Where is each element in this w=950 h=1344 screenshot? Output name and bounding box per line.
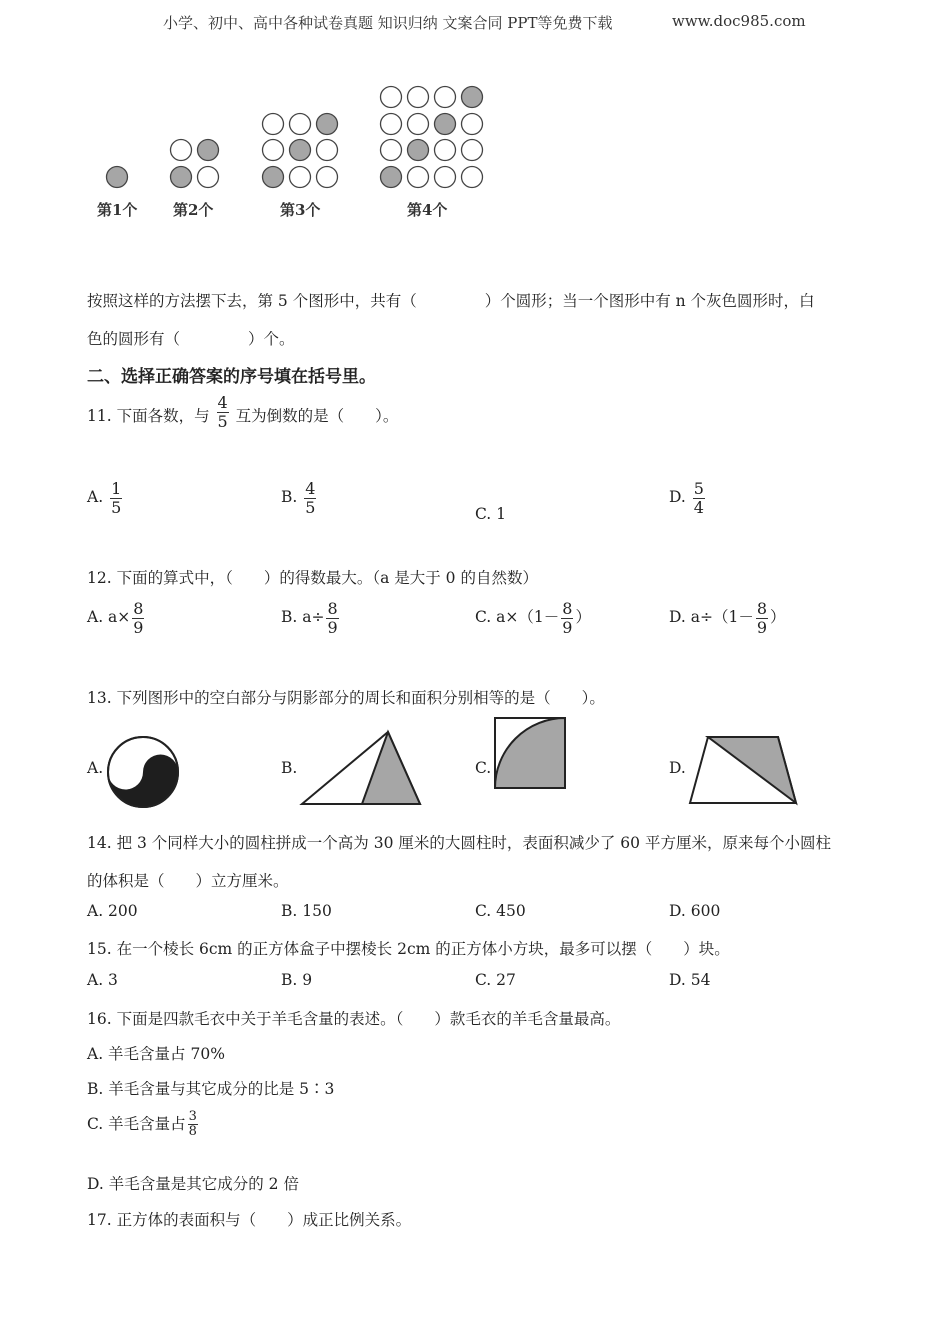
q15-option-c[interactable]: C. 27 <box>475 971 516 989</box>
q11-option-c[interactable]: C. 1 <box>475 505 507 523</box>
circle-gray <box>408 140 429 161</box>
circle-white <box>317 140 338 161</box>
section-title: 二、选择正确答案的序号填在括号里。 <box>87 367 376 387</box>
q13-option-a-label[interactable]: A. <box>87 759 104 777</box>
q13-option-d-label[interactable]: D. <box>669 759 686 777</box>
triangle-figure <box>300 730 425 808</box>
q13-option-b-label[interactable]: B. <box>281 759 298 777</box>
q16-option-a[interactable]: A. 羊毛含量占 70% <box>87 1045 225 1063</box>
circle-gray <box>381 167 402 188</box>
circle-gray <box>290 140 311 161</box>
q14-stem-line2: 的体积是（ ）立方厘米。 <box>87 872 289 890</box>
circle-white <box>317 167 338 188</box>
quarter-circle-square-figure <box>494 717 568 791</box>
q13-option-c-label[interactable]: C. <box>475 759 492 777</box>
circle-gray <box>263 167 284 188</box>
circle-gray <box>198 140 219 161</box>
q11-option-d[interactable]: D. $\frac{5}{4}$ <box>669 479 704 517</box>
q12-option-b[interactable]: B. a÷ $\frac{8}{9}$ <box>281 599 338 637</box>
q12-option-c[interactable]: C. a×（1－ $\frac{8}{9}$ ） <box>475 599 591 637</box>
q15-option-b[interactable]: B. 9 <box>281 971 313 989</box>
circle-white <box>381 140 402 161</box>
circle-gray <box>317 114 338 135</box>
circle-white <box>381 87 402 108</box>
circle-gray <box>107 167 128 188</box>
q14-option-d[interactable]: D. 600 <box>669 902 721 920</box>
figure-label-3: 第3个 <box>280 201 321 219</box>
q16-option-d[interactable]: D. 羊毛含量是其它成分的 2 倍 <box>87 1175 299 1193</box>
circle-white <box>290 114 311 135</box>
circle-gray <box>171 167 192 188</box>
circle-white <box>462 140 483 161</box>
q12-stem: 12. 下面的算式中，（ ）的得数最大。（a 是大于 0 的自然数） <box>87 569 538 587</box>
trapezoid-figure <box>688 735 800 807</box>
circle-gray <box>435 114 456 135</box>
q16-option-b[interactable]: B. 羊毛含量与其它成分的比是 5∶3 <box>87 1080 335 1098</box>
q16-option-c[interactable]: C. 羊毛含量占 $\frac{3}{8}$ <box>87 1109 197 1140</box>
circle-pattern-figure <box>0 0 950 240</box>
figure-label-4: 第4个 <box>407 201 448 219</box>
header-site-link[interactable]: www.doc985.com <box>672 12 806 30</box>
circle-white <box>408 87 429 108</box>
yin-yang-figure <box>105 734 181 810</box>
circle-white <box>381 114 402 135</box>
q14-option-b[interactable]: B. 150 <box>281 902 332 920</box>
circle-white <box>462 114 483 135</box>
circle-white <box>263 140 284 161</box>
header-text: 小学、初中、高中各种试卷真题 知识归纳 文案合同 PPT等免费下载 <box>163 14 613 32</box>
circle-white <box>198 167 219 188</box>
q11-option-a[interactable]: A. $\frac{1}{5}$ <box>87 479 122 517</box>
circle-white <box>435 167 456 188</box>
circle-white <box>171 140 192 161</box>
q10-line2: 色的圆形有（ ）个。 <box>87 330 295 348</box>
circle-gray <box>462 87 483 108</box>
q16-stem: 16. 下面是四款毛衣中关于羊毛含量的表述。（ ）款毛衣的羊毛含量最高。 <box>87 1010 621 1028</box>
q13-stem: 13. 下列图形中的空白部分与阴影部分的周长和面积分别相等的是（ ）。 <box>87 689 605 707</box>
circle-white <box>435 140 456 161</box>
q14-option-c[interactable]: C. 450 <box>475 902 526 920</box>
q10-line1: 按照这样的方法摆下去，第 5 个图形中，共有（ ）个圆形；当一个图形中有 n 个灰色圆形时，白 <box>87 292 815 310</box>
q14-option-a[interactable]: A. 200 <box>87 902 138 920</box>
circle-white <box>462 167 483 188</box>
circle-white <box>263 114 284 135</box>
q12-option-d[interactable]: D. a÷（1－ $\frac{8}{9}$ ） <box>669 599 786 637</box>
circle-white <box>408 114 429 135</box>
circle-white <box>290 167 311 188</box>
q15-option-d[interactable]: D. 54 <box>669 971 711 989</box>
q15-stem: 15. 在一个棱长 6cm 的正方体盒子中摆棱长 2cm 的正方体小方块，最多可以摆（ ）块。 <box>87 940 730 958</box>
circle-white <box>408 167 429 188</box>
q15-option-a[interactable]: A. 3 <box>87 971 118 989</box>
q11-option-b[interactable]: B. $\frac{4}{5}$ <box>281 479 316 517</box>
q11-fraction: $\frac{4}{5}$ <box>217 393 228 431</box>
circle-white <box>435 87 456 108</box>
q11-stem: 11. 下面各数，与 $\frac{4}{5}$ 互为倒数的是（ ）。 <box>87 393 399 431</box>
q17-stem: 17. 正方体的表面积与（ ）成正比例关系。 <box>87 1211 412 1229</box>
figure-label-2: 第2个 <box>173 201 214 219</box>
q12-option-a[interactable]: A. a× $\frac{8}{9}$ <box>87 599 144 637</box>
q14-stem-line1: 14. 把 3 个同样大小的圆柱拼成一个高为 30 厘米的大圆柱时，表面积减少了 60 平方厘米，原来每个小圆柱 <box>87 834 831 852</box>
figure-label-1: 第1个 <box>97 201 138 219</box>
